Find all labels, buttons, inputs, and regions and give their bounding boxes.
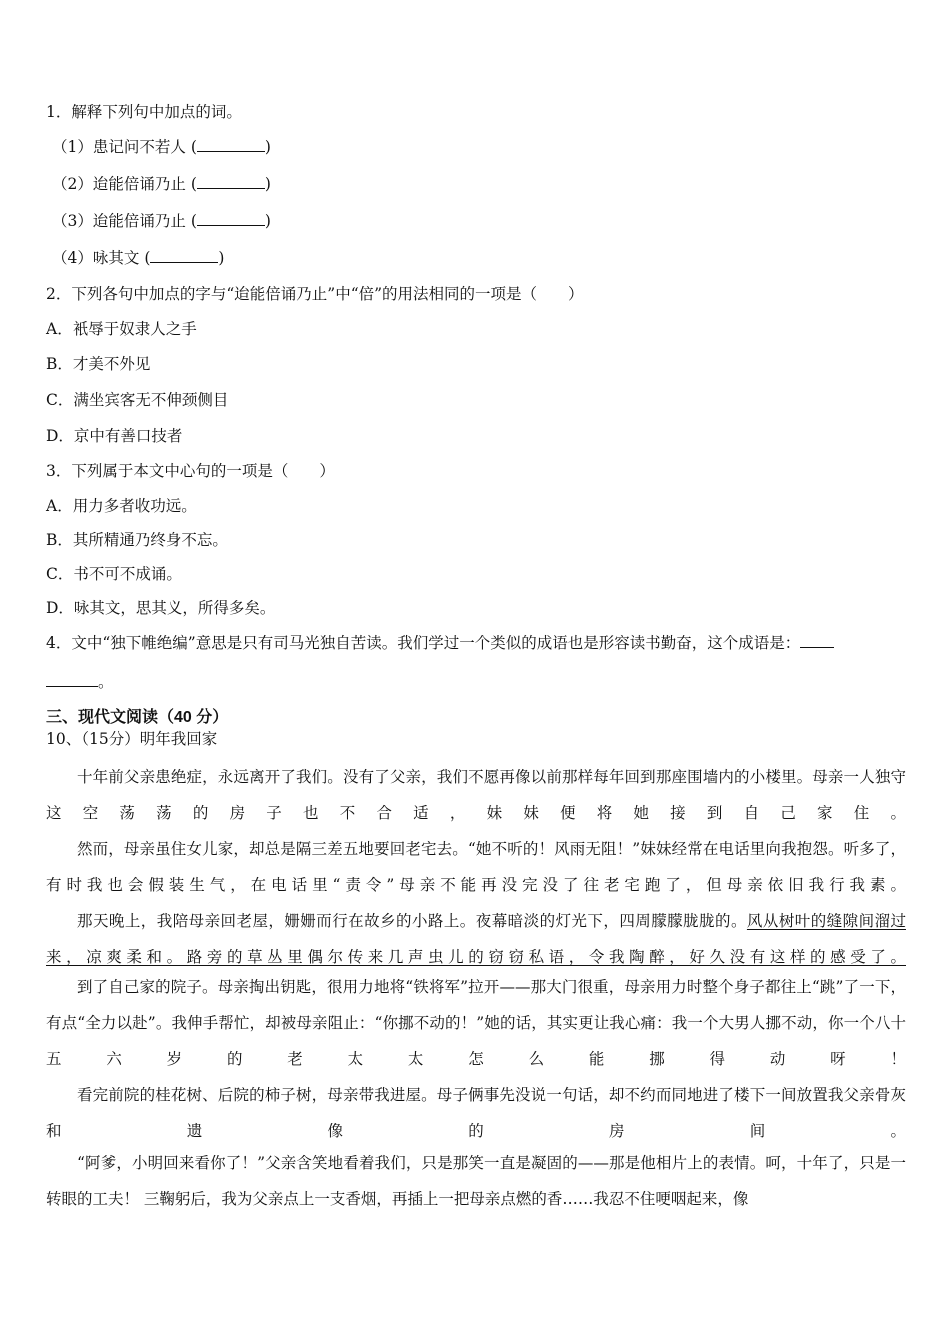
q3-option-d[interactable]: D．咏其文，思其义，所得多矣。 bbox=[46, 599, 276, 617]
paragraph-3-text: 那天晚上，我陪母亲回老屋，姗姗而行在故乡的小路上。夜幕暗淡的灯光下，四周朦朦胧胧的。 bbox=[77, 912, 747, 930]
answer-blank[interactable] bbox=[197, 211, 265, 226]
q4-continuation bbox=[46, 672, 114, 692]
q3-option-c[interactable]: C．书不可不成诵。 bbox=[46, 565, 182, 583]
paren-open: ( bbox=[190, 175, 197, 193]
q1-item-label: （3）迨能倍诵乃止 bbox=[52, 212, 186, 230]
q2-option-d[interactable]: D．京中有善口技者 bbox=[46, 427, 183, 445]
paren-open: ( bbox=[190, 212, 197, 230]
answer-blank[interactable] bbox=[197, 174, 265, 189]
answer-blank-continued[interactable] bbox=[46, 672, 98, 687]
answer-blank[interactable] bbox=[150, 248, 218, 263]
q4-stem-text: 4．文中“独下帷绝编”意思是只有司马光独自苦读。我们学过一个类似的成语也是形容读书勤奋，这个成语是： bbox=[46, 634, 801, 652]
q3-stem: 3．下列属于本文中心句的一项是（ ） bbox=[46, 462, 335, 480]
passage-paragraph-3 bbox=[46, 903, 906, 975]
q2-option-c[interactable]: C．满坐宾客无不伸颈侧目 bbox=[46, 391, 229, 409]
q1-item-2 bbox=[52, 174, 271, 194]
q1-item-label: （4）咏其文 bbox=[52, 249, 140, 267]
passage-paragraph-1: 十年前父亲患绝症，永远离开了我们。没有了父亲，我们不愿再像以前那样每年回到那座围墙内的小楼里。母亲一人独守这空荡荡的房子也不合适，妹妹便将她接到自己家住。 bbox=[46, 768, 906, 822]
paren-close: ) bbox=[264, 138, 271, 156]
q3-option-b[interactable]: B．其所精通乃终身不忘。 bbox=[46, 531, 228, 549]
q1-item-label: （1）患记问不若人 bbox=[52, 138, 186, 156]
question-10-title: 10、（15分）明年我回家 bbox=[46, 730, 218, 748]
q4-stem bbox=[46, 633, 834, 653]
paren-close: ) bbox=[264, 175, 271, 193]
passage-paragraph-4: 到了自己家的院子。母亲掏出钥匙，很用力地将“铁将军”拉开——那大门很重，母亲用力时整个身子都往上“跳”了一下，有点“全力以赴”。我伸手帮忙，却被母亲阻止：“你挪不动的！”她的话，其实更让我心痛：我一个大男人挪不动，你一个八十五六岁的老太太怎么能挪得动呀！ bbox=[46, 978, 906, 1068]
paren-close: ) bbox=[218, 249, 225, 267]
section-title: 三、现代文阅读（40 分） bbox=[46, 709, 229, 726]
paren-open: ( bbox=[190, 138, 197, 156]
q2-stem: 2．下列各句中加点的字与“迨能倍诵乃止”中“倍”的用法相同的一项是（ ） bbox=[46, 285, 584, 303]
answer-blank[interactable] bbox=[800, 633, 834, 648]
q1-stem: 1．解释下列句中加点的词。 bbox=[46, 103, 242, 121]
answer-blank[interactable] bbox=[197, 137, 265, 152]
q1-item-label: （2）迨能倍诵乃止 bbox=[52, 175, 186, 193]
q3-option-a[interactable]: A．用力多者收功远。 bbox=[46, 497, 197, 515]
underlined-sentence: 风从树叶的缝隙间溜过来，凉爽柔和。路旁的草丛里偶尔传来几声虫儿的窃窃私语，令我陶醉，好久没有这样的感受了。 bbox=[46, 912, 906, 966]
passage-paragraph-5: 看完前院的桂花树、后院的柿子树，母亲带我进屋。母子俩事先没说一句话，却不约而同地进了楼下一间放置我父亲骨灰和遗像的房间。 bbox=[46, 1086, 906, 1140]
q1-item-4 bbox=[52, 248, 224, 268]
q2-option-b[interactable]: B．才美不外见 bbox=[46, 355, 151, 373]
paren-open: ( bbox=[144, 249, 151, 267]
passage-paragraph-6: “阿爹，小明回来看你了！”父亲含笑地看着我们，只是那笑一直是凝固的——那是他相片上的表情。呵，十年了，只是一转眼的工夫！ 三鞠躬后，我为父亲点上一支香烟，再插上一把母亲点燃的香……我忍不住哽咽起来，像 bbox=[46, 1154, 906, 1208]
q4-end: 。 bbox=[98, 673, 114, 691]
q2-option-a[interactable]: A．衹辱于奴隶人之手 bbox=[46, 320, 197, 338]
q1-item-3 bbox=[52, 211, 271, 231]
passage-paragraph-2: 然而，母亲虽住女儿家，却总是隔三差五地要回老宅去。“她不听的！风雨无阻！”妹妹经常在电话里向我抱怨。听多了，有时我也会假装生气，在电话里“责令”母亲不能再没完没了往老宅跑了，但母亲依旧我行我素。 bbox=[46, 840, 906, 894]
paren-close: ) bbox=[264, 212, 271, 230]
q1-item-1 bbox=[52, 137, 271, 157]
